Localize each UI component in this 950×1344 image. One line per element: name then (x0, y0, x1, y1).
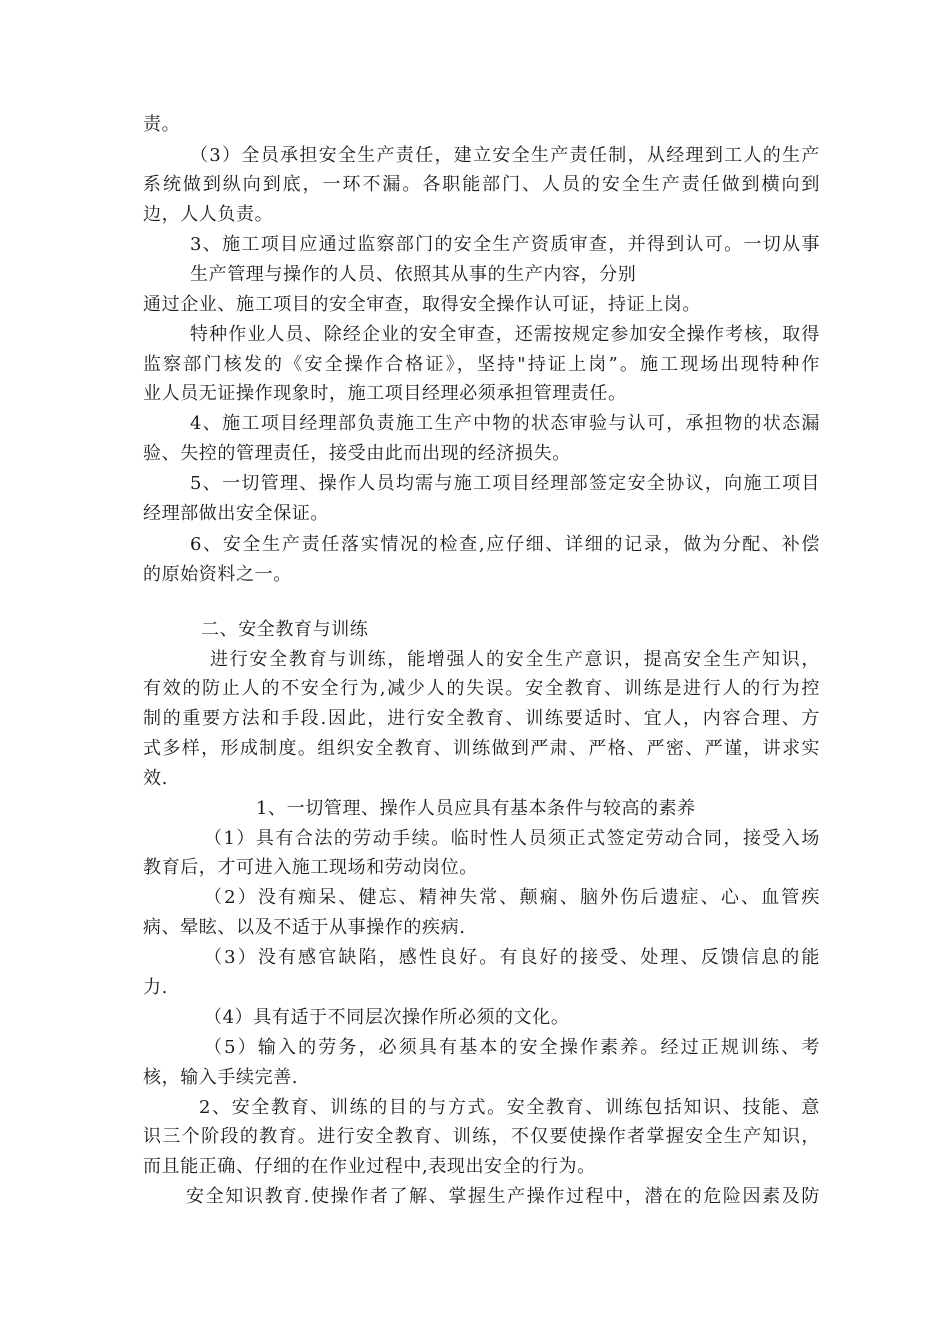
text-line: 教育后，才可进入施工现场和劳动岗位。 (143, 857, 478, 878)
text-line: 生产管理与操作的人员、依照其从事的生产内容，分别 (190, 264, 637, 285)
text-line: 制的重要方法和手段.因此，进行安全教育、训练要适时、宜人，内容合理、方 (143, 708, 820, 729)
text-line: 病、晕眩、以及不适于从事操作的疾病. (143, 917, 466, 938)
text-line: 系统做到纵向到底，一环不漏。各职能部门、人员的安全生产责任做到横向到 (143, 174, 820, 195)
text-line: （4）具有适于不同层次操作所必须的文化。 (204, 1007, 570, 1028)
text-line: 3、施工项目应通过监察部门的安全生产资质审查，并得到认可。一切从事 (190, 234, 820, 255)
text-line: 通过企业、施工项目的安全审查，取得安全操作认可证，持证上岗。 (143, 294, 701, 315)
text-line: 的原始资料之一。 (143, 564, 292, 585)
text-line: 识三个阶段的教育。进行安全教育、训练，不仅要使操作者掌握安全生产知识， (143, 1126, 820, 1147)
text-line: 效. (143, 768, 168, 789)
text-line: 进行安全教育与训练，能增强人的安全生产意识，提高安全生产知识， (210, 649, 820, 670)
text-line: 验、失控的管理责任，接受由此而出现的经济损失。 (143, 443, 571, 464)
text-line: 边，人人负责。 (143, 204, 274, 225)
section-heading: 二、安全教育与训练 (201, 619, 369, 640)
text-line: 式多样，形成制度。组织安全教育、训练做到严肃、严格、严密、严谨，讲求实 (143, 738, 820, 759)
text-line: 力. (143, 977, 168, 998)
text-line: 4、施工项目经理部负责施工生产中物的状态审验与认可，承担物的状态漏 (190, 413, 820, 434)
text-line: （3）全员承担安全生产责任，建立安全生产责任制，从经理到工人的生产 (190, 145, 820, 166)
text-line: 核，输入手续完善. (143, 1067, 299, 1088)
text-line: 业人员无证操作现象时，施工项目经理必须承担管理责任。 (143, 383, 627, 404)
text-line: 6、安全生产责任落实情况的检查,应仔细、详细的记录，做为分配、补偿 (190, 534, 820, 555)
text-line: （1）具有合法的劳动手续。临时性人员须正式签定劳动合同，接受入场 (204, 828, 820, 849)
subsection-heading: 1、一切管理、操作人员应具有基本条件与较高的素养 (256, 798, 696, 819)
text-line: 经理部做出安全保证。 (143, 503, 329, 524)
text-line: 有效的防止人的不安全行为,减少人的失误。安全教育、训练是进行人的行为控 (143, 678, 820, 699)
text-line: 监察部门核发的《安全操作合格证》，坚持"持证上岗”。施工现场出现特种作 (143, 354, 820, 375)
text-line: 特种作业人员、除经企业的安全审查，还需按规定参加安全操作考核，取得 (190, 324, 820, 345)
text-line: 5、一切管理、操作人员均需与施工项目经理部签定安全协议，向施工项目 (190, 473, 820, 494)
text-line: 责。 (143, 114, 181, 135)
text-line: 而且能正确、仔细的在作业过程中,表现出安全的行为。 (143, 1156, 596, 1177)
text-line: （5）输入的劳务，必须具有基本的安全操作素养。经过正规训练、考 (204, 1037, 820, 1058)
text-line: 2、安全教育、训练的目的与方式。安全教育、训练包括知识、技能、意 (199, 1097, 820, 1118)
text-line: 安全知识教育.使操作者了解、掌握生产操作过程中，潜在的危险因素及防 (186, 1186, 820, 1207)
text-line: （2）没有痴呆、健忘、精神失常、颠痫、脑外伤后遗症、心、血管疾 (204, 887, 820, 908)
text-line: （3）没有感官缺陷，感性良好。有良好的接受、处理、反馈信息的能 (204, 947, 820, 968)
